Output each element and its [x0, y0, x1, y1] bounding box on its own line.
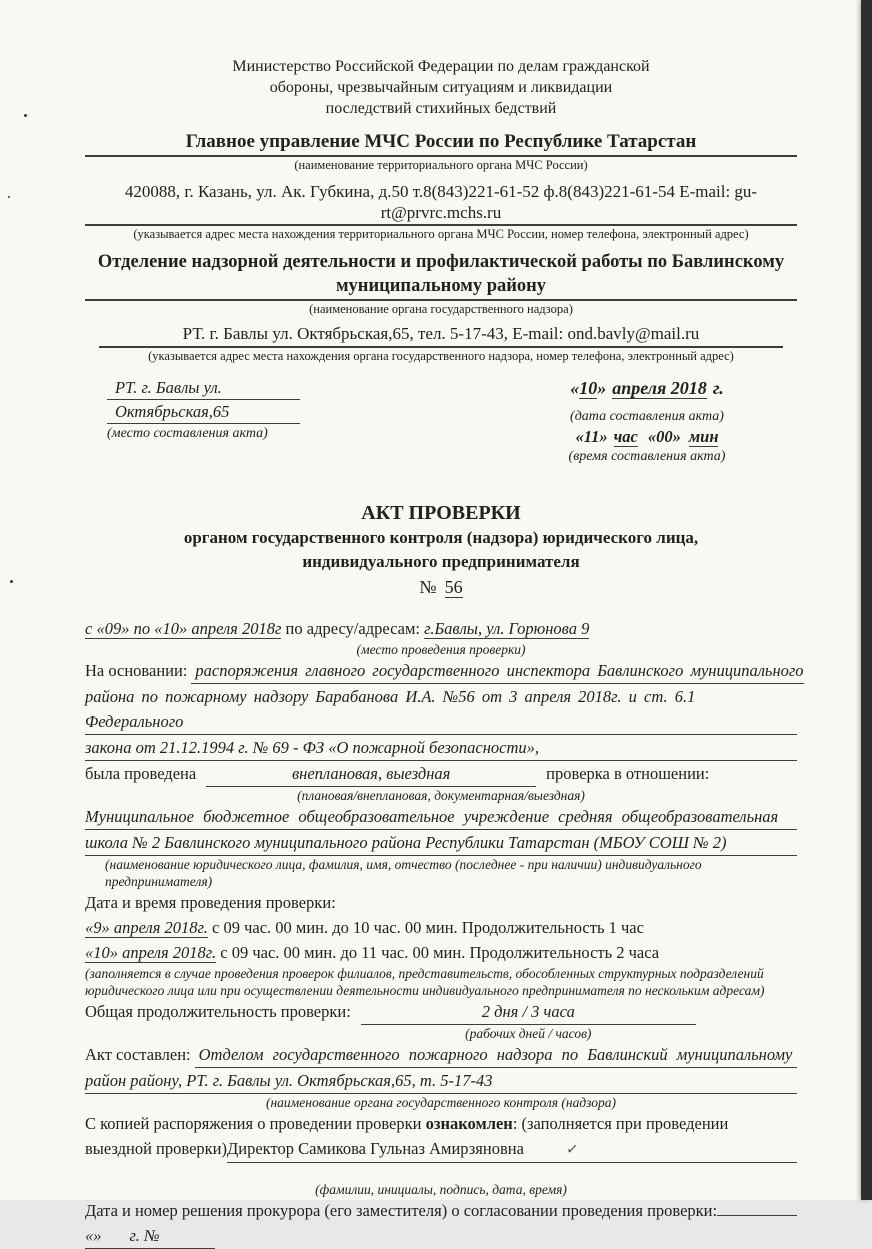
title-sub: индивидуального предпринимателя	[302, 552, 580, 571]
act-by-caption: (наименование органа государственного контроля (надзора)	[265, 1095, 617, 1110]
acquainted-line-2: выездной проверки) Директор Самикова Гульназ Амирзяновна ✓	[85, 1136, 797, 1163]
entity-caption: (наименование юридического лица, фамилия, имя, отчество (последнее - при наличии) индивидуального предпринимателя)	[105, 857, 702, 889]
act-number-value: 56	[444, 577, 463, 597]
ministry-line: последствий стихийных бедствий	[325, 100, 557, 117]
acquainted-caption: (фамилии, инициалы, подпись, дата, время)	[315, 1182, 567, 1197]
act-number: № 56	[419, 577, 463, 597]
ministry-header	[85, 56, 797, 119]
period-caption: (место проведения проверки)	[356, 642, 526, 657]
basis-line-1	[85, 658, 804, 684]
act-by-line-2: район району, РТ. г. Бавлы ул. Октябрьская,65, т. 5-17-43	[85, 1068, 797, 1094]
datetime-row-2: «10» апреля 2018г. с 09 час. 00 мин. до 11 час. 00 мин. Продолжительность 2 часа	[85, 943, 660, 962]
check-type-caption: (плановая/внеплановая, документарная/выездная)	[297, 788, 585, 803]
blank-space	[85, 1163, 797, 1181]
title-sub: органом государственного контроля (надзора) юридического лица,	[183, 528, 699, 547]
blank-underline	[717, 1215, 797, 1216]
scan-speck	[8, 196, 10, 198]
document-content	[85, 56, 804, 1249]
signature-line	[227, 1136, 797, 1163]
place-line: Октябрьская,65	[107, 400, 300, 424]
scan-edge-artifact	[861, 0, 872, 1200]
date-of-act	[497, 376, 797, 480]
act-title	[85, 500, 797, 598]
org-address: 420088, г. Казань, ул. Ак. Губкина, д.50 т.8(843)221-61-52 ф.8(843)221-61-54 E-mail: gu-rt@prvrc.mchs.ru	[85, 181, 797, 226]
division-caption: (наименование органа государственного надзора)	[309, 302, 573, 316]
division-address-caption: (указывается адрес места нахождения органа государственного надзора, номер телефона, электронный адрес)	[148, 349, 734, 363]
place-caption: (место составления акта)	[107, 426, 268, 441]
prosecutor-line-2	[85, 1223, 797, 1249]
entity-line-2: школа № 2 Бавлинского муниципального района Республики Татарстан (МБОУ СОШ № 2)	[85, 830, 797, 856]
org-address-caption: (указывается адрес места нахождения территориального органа МЧС России, номер телефона, электронный адрес)	[133, 227, 749, 241]
document-body	[85, 616, 804, 1249]
duration-label: Общая продолжительность проверки:	[85, 1002, 351, 1021]
signature-checkmark: ✓	[565, 1139, 580, 1159]
basis-line-3: закона от 21.12.1994 г. № 69 - ФЗ «О пожарной безопасности»,	[85, 735, 797, 761]
time-caption: (время составления акта)	[568, 449, 726, 464]
basis-line-2: района по пожарному надзору Барабанова И.А. №56 от 3 апреля 2018г. и ст. 6.1 Федерального	[85, 684, 797, 735]
duration-value: 2 дня / 3 часа	[361, 999, 696, 1025]
meta-row	[85, 376, 797, 480]
basis-value: распоряжения главного государственного инспектора Бавлинского муниципального	[191, 658, 803, 684]
date-caption: (дата составления акта)	[570, 409, 724, 424]
acquainted-line-1: С копией распоряжения о проведении проверки ознакомлен: (заполняется при проведении	[85, 1114, 729, 1133]
datetime-label: Дата и время проведения проверки:	[85, 893, 336, 912]
acquainted-bold: ознакомлен	[425, 1114, 513, 1133]
place-of-act	[85, 376, 357, 480]
check-address: г.Бавлы, ул. Горюнова 9	[424, 619, 590, 638]
act-time: «11» час «00» мин	[575, 427, 719, 446]
datetime-row-1: «9» апреля 2018г. с 09 час. 00 мин. до 10 час. 00 мин. Продолжительность 1 час	[85, 918, 644, 937]
check-type-line: была проведена внеплановая, выездная проверка в отношении:	[85, 761, 797, 787]
duration-line	[85, 999, 797, 1042]
org-name: Главное управление МЧС России по Республике Татарстан	[85, 131, 797, 157]
division-name: Отделение надзорной деятельности и профилактической работы по Бавлинскому муниципальному району	[85, 250, 797, 301]
check-period-line: с «09» по «10» апреля 2018г по адресу/адресам: г.Бавлы, ул. Горюнова 9	[85, 619, 590, 638]
ministry-line: Министерство Российской Федерации по делам гражданской	[232, 58, 650, 75]
org-name-caption: (наименование территориального органа МЧС России)	[294, 158, 588, 172]
ministry-line: обороны, чрезвычайным ситуациям и ликвидации	[269, 79, 613, 96]
datetime-caption: (заполняется в случае проведения проверок филиалов, представительств, обособленных структурных подразделений юридического лица или при осуществлении деятельности индивидуального предпринимателя по нескольким адресам)	[85, 966, 765, 998]
prosecutor-line-1: Дата и номер решения прокурора (его заместителя) о согласовании проведения проверки:	[85, 1198, 797, 1223]
scan-speck	[24, 114, 27, 117]
duration-caption: (рабочих дней / часов)	[465, 1026, 592, 1041]
prosecutor-date-blank: «» г. №	[85, 1223, 215, 1249]
check-type-value: внеплановая, выездная	[206, 761, 536, 787]
division-address: РТ. г. Бавлы ул. Октябрьская,65, тел. 5-17-43, E-mail: ond.bavly@mail.ru	[99, 323, 783, 348]
signatory-name: Директор Самикова Гульназ Амирзяновна	[227, 1139, 524, 1158]
act-by-label: Акт составлен:	[85, 1045, 191, 1064]
act-by-value: Отделом государственного пожарного надзора по Бавлинский муниципальному	[195, 1042, 797, 1068]
period-dates: с «09» по «10» апреля 2018г	[85, 619, 282, 638]
act-by-line-1	[85, 1042, 797, 1068]
scan-speck	[10, 580, 13, 583]
basis-label: На основании:	[85, 661, 188, 680]
entity-line-1: Муниципальное бюджетное общеобразовательное учреждение средняя общеобразовательная	[85, 804, 797, 830]
act-date: «10» апреля 2018 г.	[570, 378, 724, 398]
place-line: РТ. г. Бавлы ул.	[107, 376, 300, 400]
title-main: АКТ ПРОВЕРКИ	[361, 502, 521, 524]
